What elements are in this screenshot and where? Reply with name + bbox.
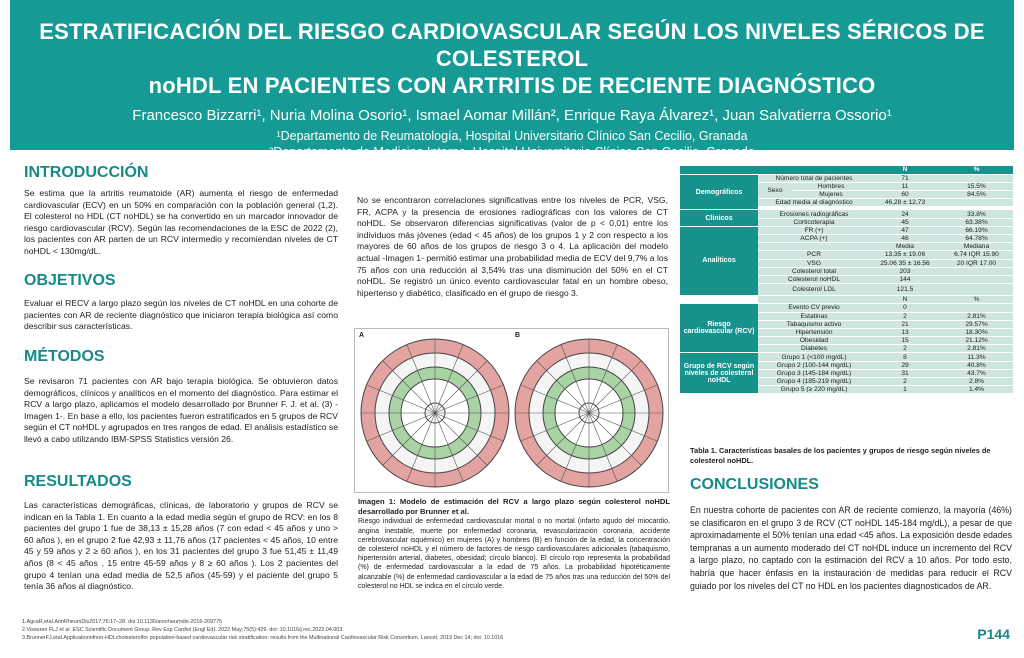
row-label: Edad media al diagnóstico bbox=[758, 199, 870, 207]
row-label: Colesterol total bbox=[758, 267, 870, 275]
row-label: Grupo 4 (185-219 mg/dL) bbox=[758, 378, 870, 386]
resultados-heading: RESULTADOS bbox=[24, 473, 132, 490]
risk-wheel-women bbox=[361, 339, 509, 487]
cell: 60 bbox=[870, 191, 940, 199]
row-label: PCR bbox=[758, 251, 870, 259]
authors: Francesco Bizzarri¹, Nuria Molina Osorio¹, Ismael Aomar Millán², Enrique Raya Álvarez¹, Juan Salvatierra Ossorio¹ bbox=[132, 107, 892, 124]
cell: 63.38% bbox=[940, 218, 1013, 226]
cell: 2 bbox=[870, 345, 940, 353]
figure-label-a: A bbox=[359, 332, 365, 339]
poster-header bbox=[10, 0, 1014, 159]
cell: 21.12% bbox=[940, 337, 1013, 345]
poster-number: P144 bbox=[977, 626, 1010, 642]
cell: 20 IQR 17.00 bbox=[940, 259, 1013, 267]
col-n-header: N bbox=[870, 166, 940, 174]
affiliation-2: ²Departamento de Medicina Interna, Hospital Universitario Clínico San Cecilio, Granada bbox=[269, 145, 755, 159]
row-label: Mujeres bbox=[792, 191, 870, 199]
cell: 46,28 ± 12,73 bbox=[870, 199, 940, 207]
cell: 47 bbox=[870, 226, 940, 234]
cell: 84.5% bbox=[940, 191, 1013, 199]
conclusiones-text: En nuestra cohorte de pacientes con AR de reciente comienzo, la mayoría (46%) se clasificaron en el grupo 3 de RCV (CT noHDL 145-184 mg/dL), a pesar de que aproximadamente el 50% tenían una edad <45 años. La exposición desde edades tempranas a un aumento moderado del CT noHDL induce un incremento del RCV a largo plazo, no captado con la estimación del RCV a 10 años. Por todo esto, habría que hacer énfasis en la instauración de medidas para reducir el RCV guiado por los niveles del CT no HDL en los pacientes diagnosticados de AR. bbox=[690, 505, 1012, 591]
cell: 29.57% bbox=[940, 320, 1013, 328]
row-label: Hipertensión bbox=[758, 328, 870, 336]
row-label: VSG bbox=[758, 259, 870, 267]
reference-1: 1.AgcaR,etal.AnnRheumDis2017;76:17–28. doi:10.1136/annrheumdis-2016-209775 bbox=[22, 619, 223, 625]
cell: 2.8% bbox=[940, 378, 1013, 386]
table-caption: Tabla 1. Características basales de los pacientes y grupos de riesgo según niveles de colesterol noHDL. bbox=[690, 446, 991, 465]
cell: 2.81% bbox=[940, 312, 1013, 320]
cat-clinicos: Clínicos bbox=[680, 210, 758, 226]
row-label: FR (+) bbox=[758, 226, 870, 234]
cell: 71 bbox=[870, 174, 940, 182]
col-pct-header: % bbox=[940, 166, 1013, 174]
figure-caption-title: Imagen 1: Modelo de estimación del RCV a largo plazo según colesterol noHDL desarrollado por Brunner et al. bbox=[358, 497, 670, 517]
cell: 66.19% bbox=[940, 226, 1013, 234]
results-continued-text: No se encontraron correlaciones significativas entre los niveles de PCR, VSG, FR, ACPA y la presencia de erosiones radiográficas con los valores de CT noHDL. Se observaron diferencias significativas (valor de p < 0,01) entre los individuos más jóvenes (edad < 45 años) de los grupos 1 y 2 con respecto a los mayores de 60 años de los grupos de riesgo 3 o 4. La aplicación del modelo actual -Imagen 1- permitió estimar una probabilidad media de ECV del 9,7% a los 75 años con una reducción al 3,54% tras una disminución del 50% en el CT noHDL. Se registró un único evento cardiovascular fatal en un hombre obeso, hipertenso y diabético, clasificado en el grupo de riesgo 3. bbox=[357, 195, 668, 298]
intro-heading: INTRODUCCIÓN bbox=[24, 164, 149, 181]
cell: 24 bbox=[870, 210, 940, 218]
row-label: Corticoterapia bbox=[758, 218, 870, 226]
risk-wheel-men bbox=[515, 339, 663, 487]
cell: Mediana bbox=[940, 243, 1013, 251]
title-line-2: noHDL EN PACIENTES CON ARTRITIS DE RECIENTE DIAGNÓSTICO bbox=[148, 73, 876, 98]
risk-wheels bbox=[355, 329, 668, 492]
figure-label-b: B bbox=[515, 332, 521, 339]
references bbox=[22, 618, 542, 642]
cell: 15 bbox=[870, 337, 940, 345]
objetivos-heading: OBJETIVOS bbox=[24, 272, 116, 289]
figure-caption bbox=[358, 497, 670, 591]
cell: 0 bbox=[870, 304, 940, 312]
cell: 46 bbox=[870, 235, 940, 243]
cell: 203 bbox=[870, 267, 940, 275]
cell: 45 bbox=[870, 218, 940, 226]
cat-analiticos: Analíticos bbox=[680, 226, 758, 295]
cell bbox=[940, 304, 1013, 312]
row-label: Grupo 5 (≥ 220 mg/dL) bbox=[758, 386, 870, 394]
cell: 21 bbox=[870, 320, 940, 328]
table-1 bbox=[680, 166, 1013, 394]
cell: 15.5% bbox=[940, 182, 1013, 190]
cell: 13.35 ± 19.06 bbox=[870, 251, 940, 259]
row-label: Grupo 3 (145-184 mg/dL) bbox=[758, 369, 870, 377]
row-label: Colesterol LDL bbox=[758, 284, 870, 296]
row-label: Colesterol noHDL bbox=[758, 275, 870, 283]
row-label: Sexo bbox=[758, 182, 792, 198]
affiliation-1: ¹Departamento de Reumatología, Hospital Universitario Clínico San Cecilio, Granada bbox=[276, 129, 748, 143]
cell: 144 bbox=[870, 275, 940, 283]
row-label: Erosiones radiográficas bbox=[758, 210, 870, 218]
cell: Media bbox=[870, 243, 940, 251]
poster-title bbox=[10, 18, 1014, 99]
cell: 2.81% bbox=[940, 345, 1013, 353]
cell: 31 bbox=[870, 369, 940, 377]
row-label: Grupo 2 (100-144 mg/dL) bbox=[758, 361, 870, 369]
cell: 18.30% bbox=[940, 328, 1013, 336]
metodos-heading: MÉTODOS bbox=[24, 348, 105, 365]
title-line-1: ESTRATIFICACIÓN DEL RIESGO CARDIOVASCULAR SEGÚN LOS NIVELES SÉRICOS DE COLESTEROL bbox=[39, 19, 985, 71]
cat-rcv: Riesgo cardiovascular (RCV) bbox=[680, 304, 758, 353]
row-label: Tabaquismo activo bbox=[758, 320, 870, 328]
row-label: Hombres bbox=[792, 182, 870, 190]
cat-grupos: Grupo de RCV según niveles de colesterol noHDL bbox=[680, 353, 758, 394]
intro-text: Se estima que la artritis reumatoide (AR) aumenta el riesgo de enfermedad cardiovascular (ECV) en un 50% en comparación con la población general (1,2). El colesterol no HDL (CT noHDL) se ha convertido en un marcador innovador de riesgo cardiovascular (RCV). Según las recomendaciones de la ESC de 2022 (2), los pacientes con AR parten de un RCV intermedio y recomiendan niveles de CT noHDL < 130mg/dL. bbox=[24, 188, 338, 256]
objetivos-text: Evaluar el RECV a largo plazo según los niveles de CT noHDL en una cohorte de pacientes con AR de reciente diagnóstico que iniciaron terapia biológica así como describir sus características. bbox=[24, 298, 338, 332]
cell: N bbox=[870, 296, 940, 304]
cell: 6.74 IQR 15.90 bbox=[940, 251, 1013, 259]
cell: 11 bbox=[870, 182, 940, 190]
row-label: Obesidad bbox=[758, 337, 870, 345]
row-label: Grupo 1 (<100 mg/dL) bbox=[758, 353, 870, 361]
resultados-text: Las características demográficas, clínicas, de laboratorio y grupos de RCV se indican en la Tabla 1. En cuanto a la edad media según el grupo de RCV: en los 8 pacientes del grupo 1 fue de 38,13 ± 15,28 años (7 con edad < 45 años y uno > 60 años ), en el grupo 2 fue 42,93 ± 11,76 años (17 pacientes < 45 años, 10 entre 45 y 59 años y 2 ≥ 60 años ), en los 31 pacientes del grupo 3 fue 51,45 ± 11,49 años (8 < 45 años , 15 entre 45-59 años y 8 ≥ 60 años ). Los 2 pacientes del grupo 4 tenían una edad media de 52,5 años (45-59) y el paciente del grupo 5 tenía 36 años al diagnóstico. bbox=[24, 500, 338, 592]
reference-2: 2.Visseren FLJ et al. ESC Scientific Document Group. Rev Esp Cardiol (Engl Ed). 2022 May;75(5):429. doi: 10.1016/j.rec.2022.04.003. bbox=[22, 627, 344, 633]
cell: 43.7% bbox=[940, 369, 1013, 377]
row-label: Diabetes bbox=[758, 345, 870, 353]
cell: 1 bbox=[870, 386, 940, 394]
row-label: Número total de pacientes bbox=[758, 174, 870, 182]
cell: 13 bbox=[870, 328, 940, 336]
cell: % bbox=[940, 296, 1013, 304]
cell: 2 bbox=[870, 312, 940, 320]
cell: 40.8% bbox=[940, 361, 1013, 369]
brunner-figure bbox=[354, 328, 669, 493]
figure-caption-text: Riesgo individual de enfermedad cardiovascular mortal o no mortal (infarto agudo del miocardio, angina inestable, muerte por enfermedad coronaria, revascularización coronaria, accidente cerebrovascular isquémico) en mujeres (A) y hombres (B) en función de la edad, la concentración de colesterol noHDL y el número de factores de riesgo cardiovasculares adicionales (tabaquismo, hipertensión arterial, diabetes, obesidad; círculo blanco). El círculo rojo representa la probabilidad (%) de enfermedad cardiovascular a la edad de 75 años. La probabilidad hipotéticamente alcanzable (%) de enfermedad cardiovascular a la edad de 75 años tras una reducción del 50% del colesterol no HDL se indica en el círculo verde. bbox=[358, 518, 670, 590]
metodos-text: Se revisaron 71 pacientes con AR bajo terapia biológica. Se obtuvieron datos demográficos, clínicos y analíticos en el momento del diagnóstico. Para estimar el RCV a largo plazo, aplicamos el modelo desarrollado por Brunner F. J. et al. (3) -Imagen 1-. En base a ello, los pacientes fueron estratificados en 5 grupos de RCV según el CT noHDL y agrupados en tres rangos de edad. El análisis estadístico se llevó a cabo utilizando IBM-SPSS Statistics versión 26. bbox=[24, 376, 338, 444]
cell: 25.06 35 ± 16.56 bbox=[870, 259, 940, 267]
cat-demograficos: Demográficos bbox=[680, 174, 758, 210]
cell: 2 bbox=[870, 378, 940, 386]
conclusiones-heading: CONCLUSIONES bbox=[690, 476, 819, 493]
cell: 121.5 bbox=[870, 284, 940, 296]
row-label: Estatinas bbox=[758, 312, 870, 320]
cell: 64.78% bbox=[940, 235, 1013, 243]
cell: 11.3% bbox=[940, 353, 1013, 361]
cell: 1.4% bbox=[940, 386, 1013, 394]
row-label: Evento CV previo bbox=[758, 304, 870, 312]
reference-3: 3.BrunnerFJ,etal.Applicationofnon-HDLcholesterolfor population-based cardiovascular risk stratification: results from the Multinational Cardiovascular Risk Consortium. Lancet. 2019 Dec 14; doi: 10.1016 bbox=[22, 635, 504, 641]
cell: 33.8% bbox=[940, 210, 1013, 218]
cell: 8 bbox=[870, 353, 940, 361]
row-label: ACPA (+) bbox=[758, 235, 870, 243]
cell: 29 bbox=[870, 361, 940, 369]
